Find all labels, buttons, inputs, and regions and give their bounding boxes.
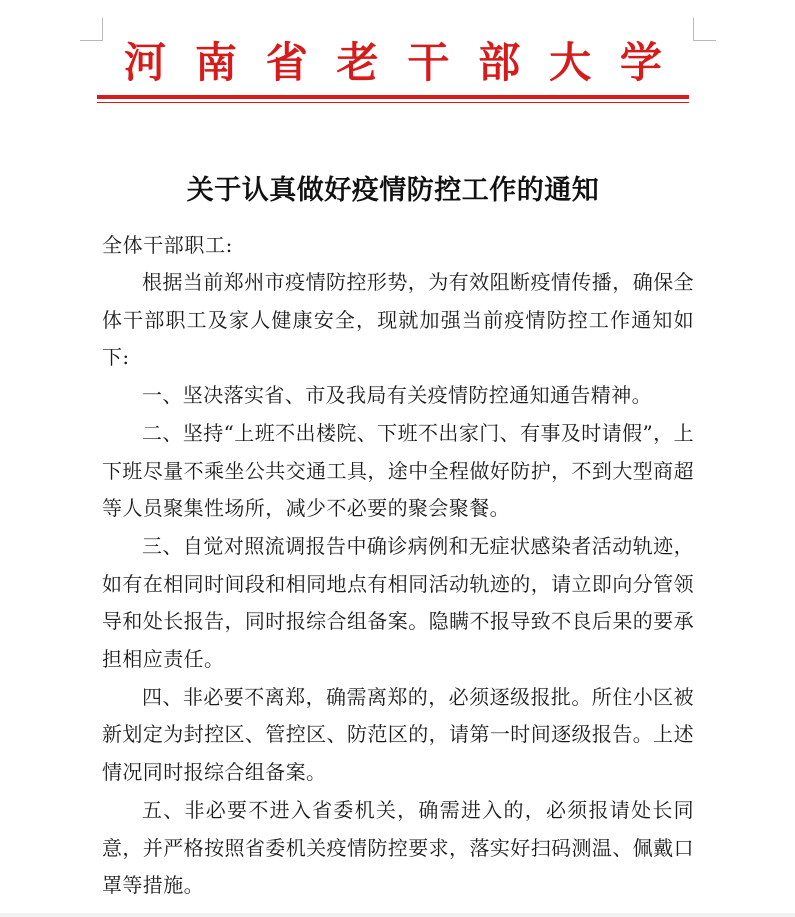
paragraph-intro: 根据当前郑州市疫情防控形势，为有效阻断疫情传播，确保全体干部职工及家人健康安全，现就加强当前疫情防控工作通知如下: (102, 270, 694, 370)
letterhead-char: 干 (407, 38, 450, 87)
letterhead-char: 老 (336, 38, 379, 87)
page-bottom-edge (0, 913, 795, 917)
letterhead (98, 38, 688, 88)
paragraph-item-1: 一、坚决落实省、市及我局有关疫情防控通知通告精神。 (142, 383, 652, 408)
paragraph-item-5: 五、非必要不进入省委机关，确需进入的，必须报请处长同意，并严格按照省委机关疫情防控要求，落实好扫码测温、佩戴口罩等措施。 (102, 797, 694, 898)
letterhead-rule-thick (97, 95, 689, 99)
letterhead-char: 大 (549, 38, 592, 87)
paragraph-item-4: 四、非必要不离郑，确需离郑的，必须逐级报批。所住小区被新划定为封控区、管控区、防范区的，请第一时间逐级报告。上述情况同时报综合组备案。 (102, 684, 694, 785)
paragraph-item-3: 三、自觉对照流调报告中确诊病例和无症状感染者活动轨迹，如有在相同时间段和相同地点有相同活动轨迹的，请立即向分管领导和处长报告，同时报综合组备案。隐瞒不报导致不良后果的要承担相应责任。 (102, 533, 694, 672)
letterhead-char: 河 (124, 38, 167, 87)
letterhead-char: 部 (478, 38, 521, 87)
crop-mark-top-right (693, 18, 716, 41)
salutation: 全体干部职工: (102, 233, 233, 257)
letterhead-rule-thin (97, 102, 689, 103)
paragraph-item-2: 二、坚持“上班不出楼院、下班不出家门、有事及时请假”，上下班尽量不乘坐公共交通工具，途中全程做好防护，不到大型商超等人员聚集性场所，减少不必要的聚会聚餐。 (102, 420, 694, 521)
letterhead-char: 省 (265, 38, 308, 87)
letterhead-char: 学 (619, 38, 662, 87)
document-body (102, 226, 694, 905)
document-title: 关于认真做好疫情防控工作的通知 (186, 175, 600, 207)
letterhead-char: 南 (194, 38, 237, 87)
